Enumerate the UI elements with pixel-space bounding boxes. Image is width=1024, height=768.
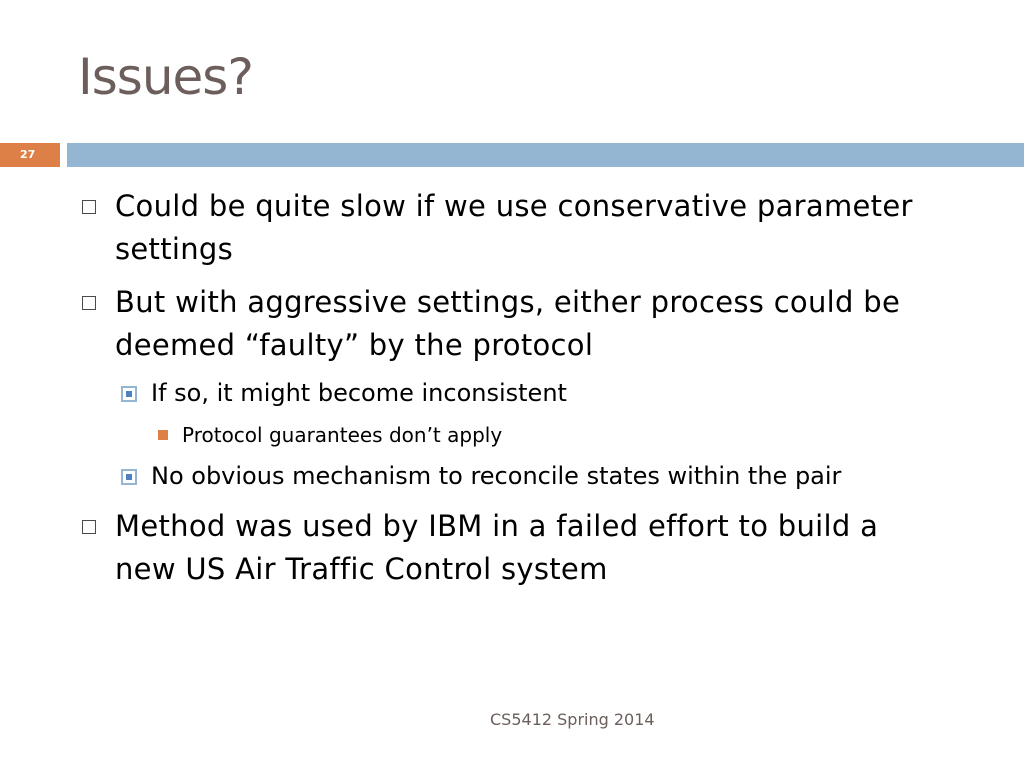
sub-bullet-square-icon [121, 469, 137, 485]
sub-sub-bullet-square-icon [158, 430, 168, 440]
bullet-2-line-1: But with aggressive settings, either process could be [115, 285, 901, 319]
slide-title: Issues? [78, 48, 253, 106]
sub-sub-bullet-2-1-1: Protocol guarantees don’t apply [182, 423, 503, 447]
bullet-square-icon [82, 520, 96, 534]
slide-footer: CS5412 Spring 2014 [490, 710, 655, 729]
sub-bullet-2-1: If so, it might become inconsistent [151, 379, 567, 407]
bullet-1-line-1: Could be quite slow if we use conservative parameter [115, 189, 913, 223]
bullet-square-icon [82, 296, 96, 310]
bullet-1-line-2: settings [115, 232, 234, 266]
sub-bullet-square-icon [121, 386, 137, 402]
header-divider-bar [67, 143, 1024, 167]
bullet-3-line-1: Method was used by IBM in a failed effort to build a [115, 509, 879, 543]
slide-number-badge [0, 143, 60, 167]
bullet-3-line-2: new US Air Traffic Control system [115, 552, 608, 586]
bullet-square-icon [82, 200, 96, 214]
slide-number: 27 [20, 148, 36, 161]
bullet-2-line-2: deemed “faulty” by the protocol [115, 328, 594, 362]
sub-bullet-2-2: No obvious mechanism to reconcile states within the pair [151, 462, 842, 490]
